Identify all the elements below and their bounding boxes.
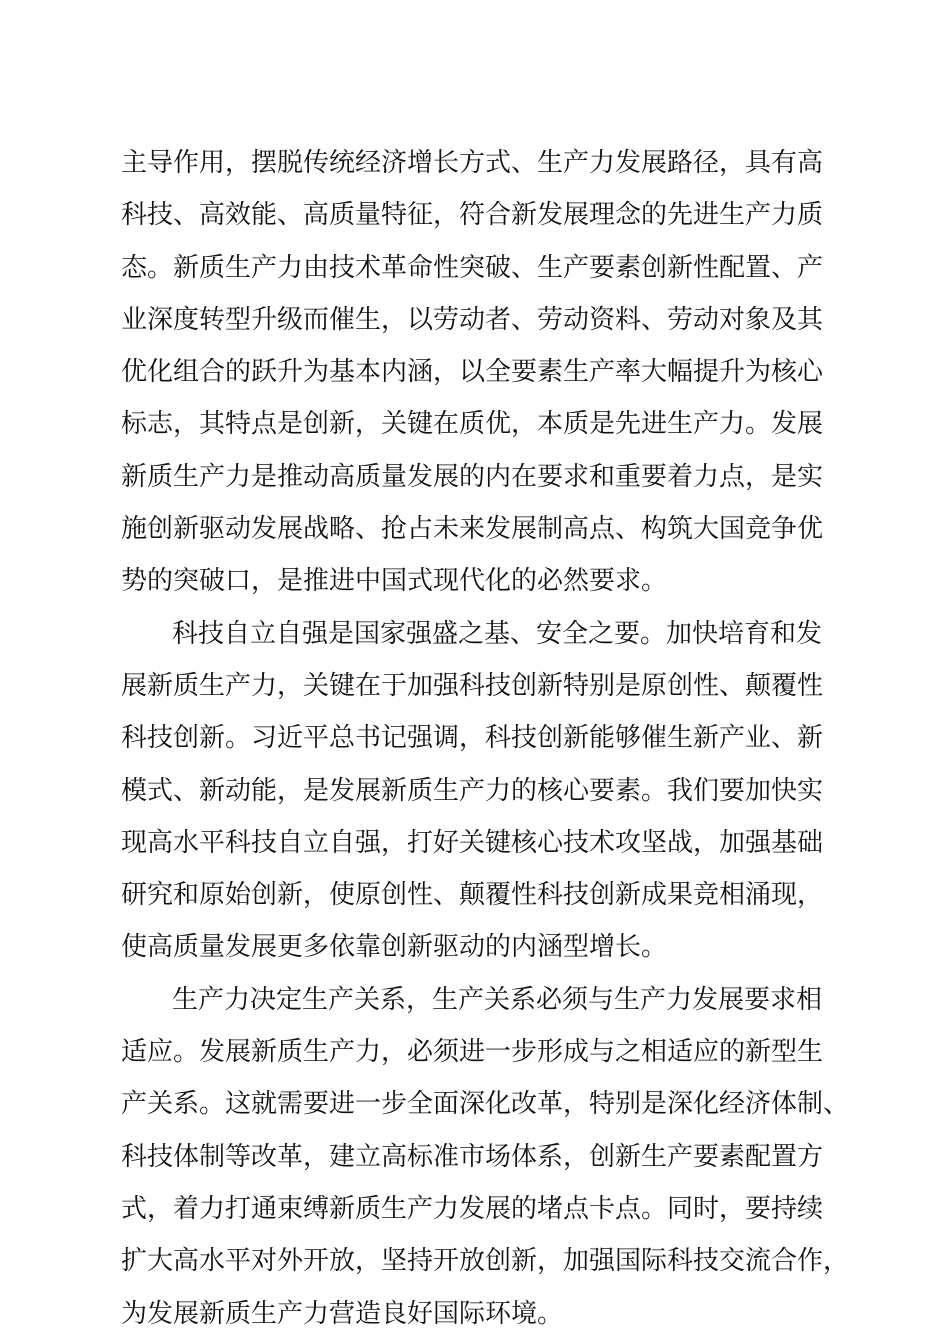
- text-line: 业深度转型升级而催生，以劳动者、劳动资料、劳动对象及其: [121, 304, 824, 335]
- text-line: 适应。发展新质生产力，必须进一步形成与之相适应的新型生: [121, 1037, 824, 1068]
- paragraph-3: [121, 974, 850, 1340]
- text-line: 势的突破口，是推进中国式现代化的必然要求。: [121, 566, 668, 597]
- text-line: 科技、高效能、高质量特征，符合新发展理念的先进生产力质: [121, 200, 824, 231]
- text-line: 施创新驱动发展战略、抢占未来发展制高点、构筑大国竞争优: [121, 514, 824, 545]
- text-line: 模式、新动能，是发展新质生产力的核心要素。我们要加快实: [121, 775, 824, 806]
- text-line: 扩大高水平对外开放，坚持开放创新，加强国际科技交流合作，: [121, 1246, 850, 1277]
- text-line: 现高水平科技自立自强，打好关键核心技术攻坚战，加强基础: [121, 827, 824, 858]
- paragraph-2: [121, 608, 841, 974]
- document-body: [121, 137, 850, 1340]
- text-line: 新质生产力是推动高质量发展的内在要求和重要着力点，是实: [121, 461, 824, 492]
- paragraph-1: [121, 137, 841, 608]
- text-line: 科技创新。习近平总书记强调，科技创新能够催生新产业、新: [121, 723, 824, 754]
- text-line: 为发展新质生产力营造良好国际环境。: [121, 1298, 564, 1329]
- text-line: 产关系。这就需要进一步全面深化改革，特别是深化经济体制、: [121, 1089, 850, 1120]
- text-line: 生产力决定生产关系，生产关系必须与生产力发展要求相: [172, 984, 823, 1015]
- text-line: 科技体制等改革，建立高标准市场体系，创新生产要素配置方: [121, 1141, 824, 1172]
- text-line: 态。新质生产力由技术革命性突破、生产要素创新性配置、产: [121, 252, 824, 283]
- text-line: 使高质量发展更多依靠创新驱动的内涵型增长。: [121, 932, 668, 963]
- text-line: 式，着力打通束缚新质生产力发展的堵点卡点。同时，要持续: [121, 1193, 824, 1224]
- text-line: 主导作用，摆脱传统经济增长方式、生产力发展路径，具有高: [121, 148, 824, 178]
- text-line: 展新质生产力，关键在于加强科技创新特别是原创性、颠覆性: [121, 670, 824, 701]
- text-line: 标志，其特点是创新，关键在质优，本质是先进生产力。发展: [121, 409, 824, 440]
- text-line: 优化组合的跃升为基本内涵，以全要素生产率大幅提升为核心: [121, 357, 824, 388]
- text-line: 研究和原始创新，使原创性、颠覆性科技创新成果竞相涌现，: [121, 880, 824, 911]
- text-line: 科技自立自强是国家强盛之基、安全之要。加快培育和发: [172, 618, 823, 649]
